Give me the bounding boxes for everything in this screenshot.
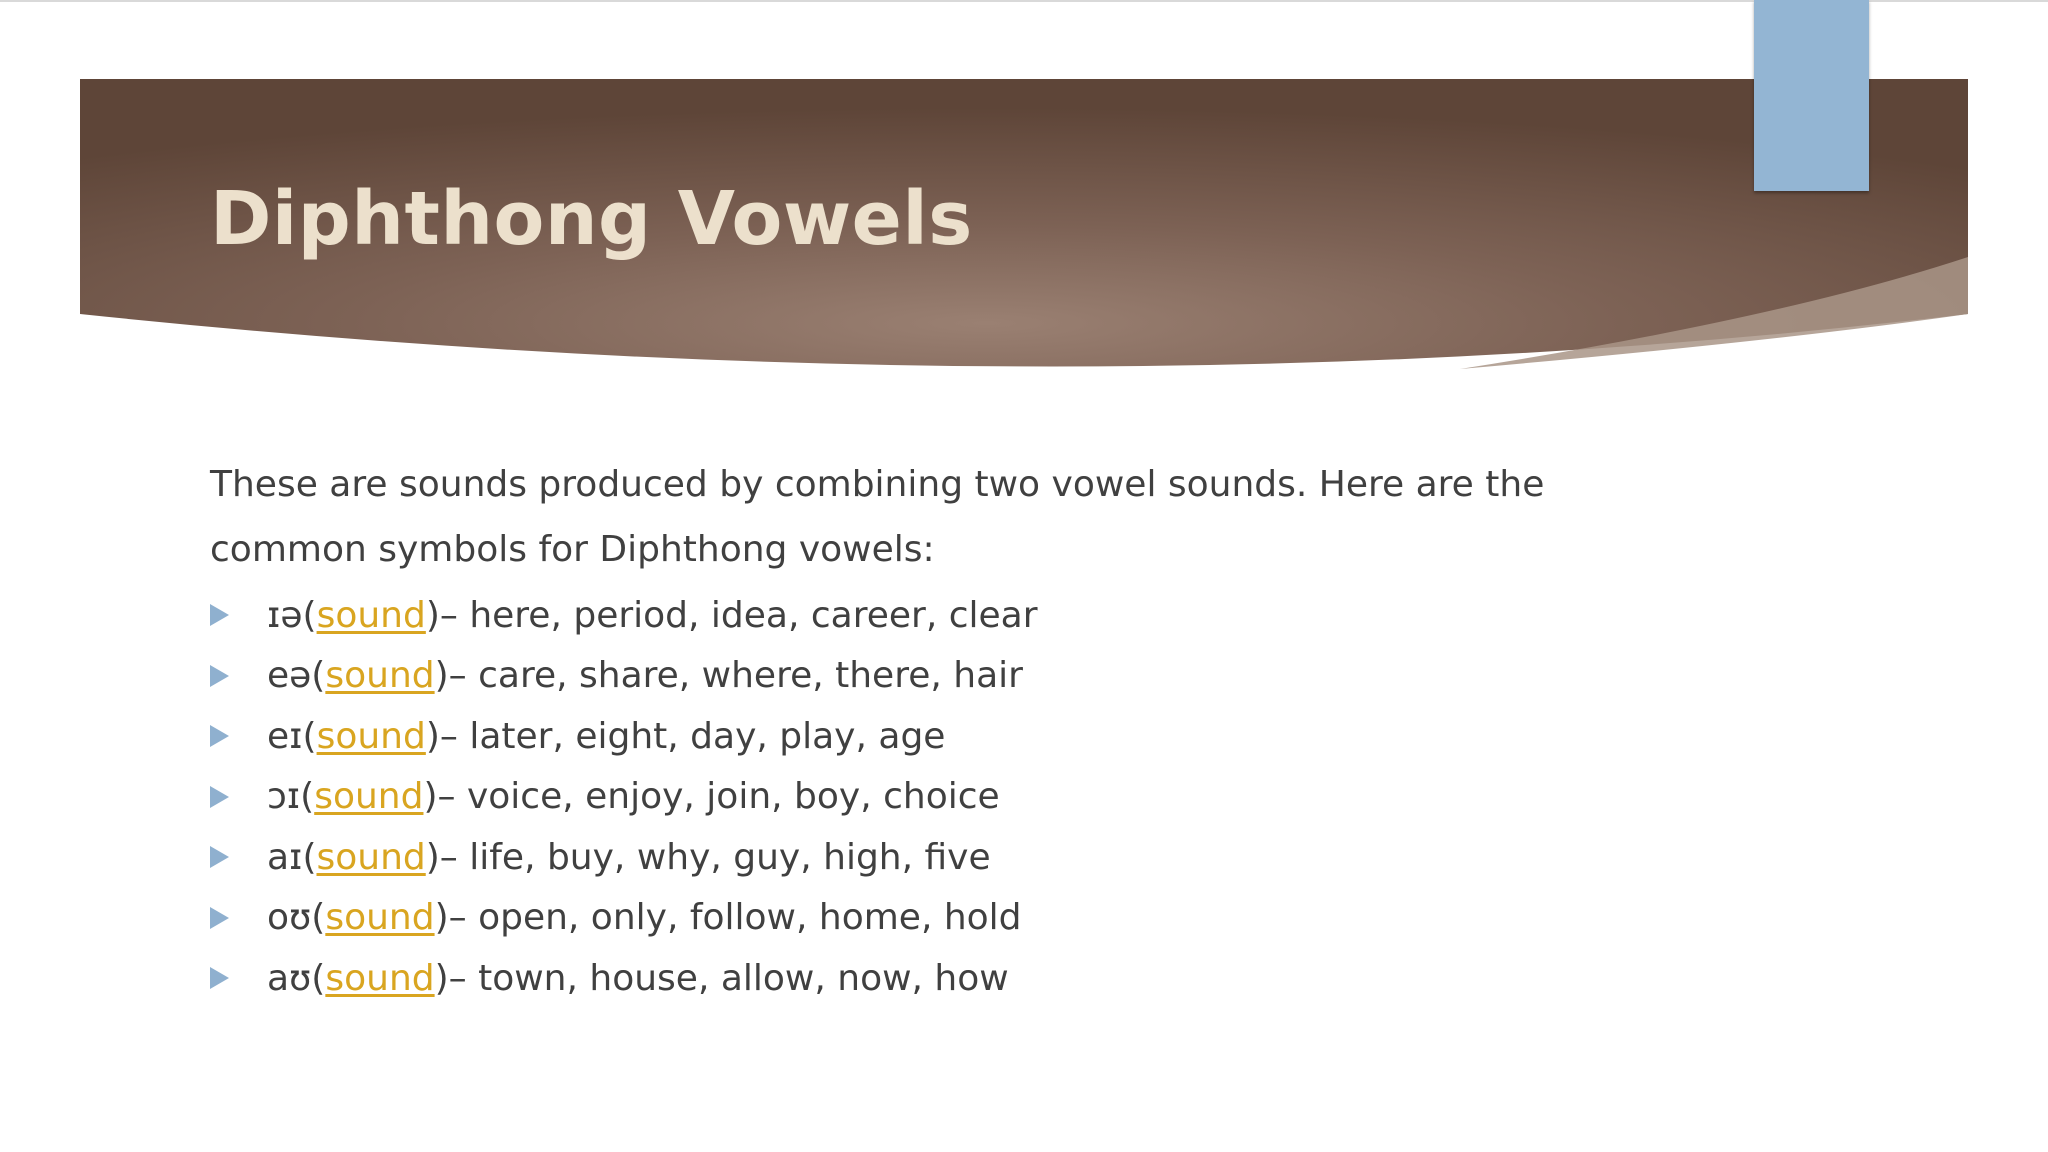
- ipa-symbol: ɔɪ: [267, 776, 301, 818]
- paren-open: (: [302, 715, 317, 757]
- example-words: – later, eight, day, play, age: [439, 715, 946, 757]
- paren-open: (: [311, 655, 326, 697]
- paren-open: (: [302, 594, 317, 636]
- triangle-right-icon: [210, 665, 229, 687]
- ipa-symbol: eɪ: [267, 715, 303, 757]
- example-words: – here, period, idea, career, clear: [439, 594, 1038, 636]
- paren-close: ): [434, 897, 449, 939]
- paren-open: (: [300, 776, 315, 818]
- paren-close: ): [434, 655, 449, 697]
- ipa-symbol: oʊ: [267, 897, 312, 939]
- paren-close: ): [423, 776, 438, 818]
- slide-title: Diphthong Vowels: [210, 176, 973, 262]
- top-divider: [0, 0, 2048, 2]
- list-item: [210, 827, 1038, 888]
- sound-link[interactable]: sound: [325, 655, 435, 697]
- sound-link[interactable]: sound: [316, 836, 426, 878]
- paren-open: (: [311, 957, 326, 999]
- list-item: [210, 767, 1038, 828]
- triangle-right-icon: [210, 604, 229, 626]
- sound-link[interactable]: sound: [325, 897, 435, 939]
- example-words: – life, buy, why, guy, high, five: [439, 836, 991, 878]
- example-words: – town, house, allow, now, how: [448, 957, 1009, 999]
- paren-close: ): [425, 715, 440, 757]
- paren-close: ): [425, 836, 440, 878]
- list-item: [210, 948, 1038, 1009]
- triangle-right-icon: [210, 907, 229, 929]
- sound-link[interactable]: sound: [316, 715, 426, 757]
- paren-close: ): [425, 594, 440, 636]
- paren-open: (: [311, 897, 326, 939]
- list-item: [210, 585, 1038, 646]
- sound-link[interactable]: sound: [325, 957, 435, 999]
- list-item: [210, 706, 1038, 767]
- sound-link[interactable]: sound: [316, 594, 426, 636]
- ipa-symbol: eə: [267, 655, 312, 697]
- paren-open: (: [302, 836, 317, 878]
- sound-link[interactable]: sound: [314, 776, 424, 818]
- ipa-symbol: aʊ: [267, 957, 312, 999]
- example-words: – care, share, where, there, hair: [448, 655, 1023, 697]
- list-item: [210, 888, 1038, 949]
- ipa-symbol: aɪ: [267, 836, 303, 878]
- intro-text: These are sounds produced by combining two vowel sounds. Here are the common symbols for Diphthong vowels:: [210, 464, 1545, 570]
- example-words: – voice, enjoy, join, boy, choice: [437, 776, 1000, 818]
- example-words: – open, only, follow, home, hold: [448, 897, 1022, 939]
- ipa-symbol: ɪə: [267, 594, 303, 636]
- paren-close: ): [434, 957, 449, 999]
- triangle-right-icon: [210, 967, 229, 989]
- triangle-right-icon: [210, 846, 229, 868]
- triangle-right-icon: [210, 786, 229, 808]
- list-item: [210, 646, 1038, 707]
- diphthong-list: [210, 585, 1038, 1009]
- triangle-right-icon: [210, 725, 229, 747]
- bookmark-ribbon: [1754, 0, 1869, 191]
